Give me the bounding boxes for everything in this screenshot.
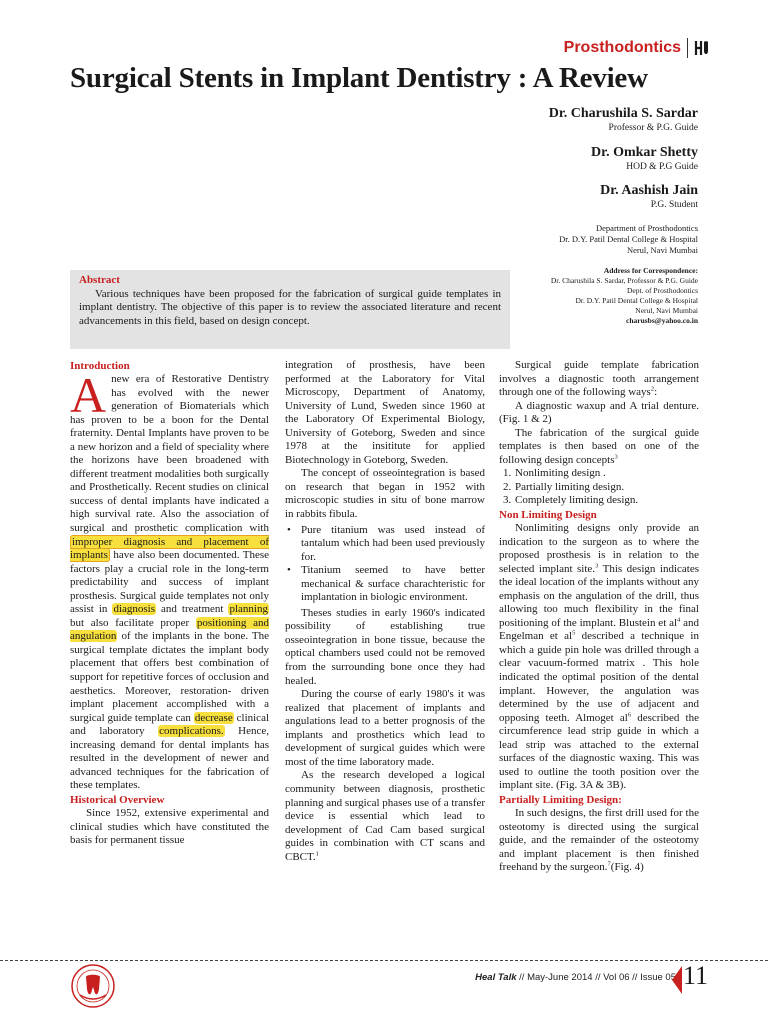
paragraph: Theses studies in early 1960's indicated possibility of establishing true osseointegration in bone tissue, because the optical chambers used could not be removed from the surrounding bone once they had healed.	[285, 606, 485, 687]
correspondence-line: Dept. of Prosthodontics	[626, 286, 698, 295]
affiliation-line: Nerul, Navi Mumbai	[626, 245, 698, 255]
text-run: The fabrication of the surgical guide templates is then based on one of the following design concepts	[499, 426, 699, 466]
list-text: Nonlimiting design .	[515, 467, 606, 480]
journal-name: Heal Talk	[475, 972, 517, 983]
text-run: of the implants in the bone. The surgical template dictates the implant body placement that offers best combination of support for repetitive forces of occlusion and aesthetics. Moreover, restoration- driven implant placement accomplished with a surgical guide template can	[70, 630, 269, 724]
author-name: Dr. Charushila S. Sardar	[548, 106, 698, 121]
text-run: described a technique in which a guide pin hole was drilled through a clear vacuum-formed matrix . This hole indicated the optimal position of the dental implant. However, the angulation was determined by the use of adjacent and opposing teeth. Almoget al	[499, 630, 699, 724]
author-role: P.G. Student	[650, 200, 698, 210]
column-1	[70, 359, 269, 848]
highlight: diagnosis	[113, 603, 155, 616]
paragraph: The concept of osseointegration is based on research that began in 1952 with microscopic studies in situ of bone marrow in rabbits fibula.	[285, 467, 485, 521]
section-tag	[564, 38, 710, 58]
list-number: 2.	[503, 480, 512, 493]
paragraph	[499, 359, 699, 400]
author-1	[549, 106, 698, 133]
citation: 2	[650, 385, 655, 393]
citation: 6	[627, 711, 632, 719]
paragraph	[499, 522, 699, 793]
correspondence-email[interactable]: charusbs@yahoo.co.in	[626, 316, 698, 325]
author-role: HOD & P.G Guide	[626, 162, 698, 172]
non-limiting-design-heading: Non Limiting Design	[499, 509, 597, 522]
paragraph: A diagnostic waxup and A trial denture. (Fig. 1 & 2)	[499, 399, 699, 426]
abstract-text: Various techniques have been proposed for the fabrication of surgical guide templates in implant dentistry. The objective of this paper is to review the associated literature and recent advancements in this field, based on design concept.	[79, 287, 501, 327]
text-run: new era of Restorative Dentistry has evolved with the newer generation of Biomaterials which has proven to be a boon for the Dental fraternity. Dental Implants have proven to be a new horizon and a field of speciality where the horizons have been broadened with different treatment modalities both surgically and Prosthetically. Recent studies on clinical success of dental implants have indicated a high survival rate. Also the association of surgical and prosthetic complication with	[70, 373, 269, 535]
text-run: and treatment	[156, 603, 229, 616]
correspondence	[551, 266, 698, 326]
citation: 5	[572, 629, 576, 637]
affiliation-line: Dr. D.Y. Patil Dental College & Hospital	[559, 234, 698, 244]
list-item: • Pure titanium was used instead of tantalum which had been used previously for.	[285, 524, 485, 565]
affiliation	[559, 223, 698, 256]
history-paragraph: Since 1952, extensive experimental and clinical studies which have constituted the basis for permanent tissue	[70, 806, 269, 847]
text-run: clinical and laboratory	[70, 711, 270, 738]
correspondence-line: Dr. D.Y. Patil Dental College & Hospital	[575, 296, 698, 305]
text-run: As the research developed a logical community between diagnosis, prosthetic planning and surgical phases use of a transfer device is essential which lead to development of Cad Cam based surgical guides in combination with CT scans and CBCT.	[285, 769, 485, 863]
paragraph	[499, 427, 699, 468]
paragraph	[499, 807, 699, 875]
tooth-logo-icon	[694, 39, 710, 57]
text-run: This design indicates the ideal location of the implants without any emphasis on the angulation of the drill, thus allowing too much flexibility in the final positioning of the implant. Blustein et al	[499, 562, 699, 629]
page-marker-icon	[672, 966, 682, 994]
citation: 1	[315, 850, 319, 858]
correspondence-heading: Address for Correspondence:	[603, 266, 698, 275]
text-run: and Engelman et al	[499, 616, 699, 643]
list-number: 3.	[503, 494, 512, 507]
introduction-heading: Introduction	[70, 360, 130, 372]
highlight: improper diagnosis and placement of implants	[70, 535, 269, 562]
highlight: decrease	[194, 711, 233, 724]
list-item	[499, 494, 699, 508]
paragraph: integration of prosthesis, have been performed at the Laboratory for Vital Microscopy, Department of Anatomy, University of Lund, Sweden since 1960 at the Laboratory Of Experimental Biology, University of Goteborg, Sweden and since 1978 at the insititute for applied Biotechnology in Goteborg, Sweden.	[285, 359, 485, 466]
footer-divider	[0, 960, 768, 961]
author-name: Dr. Aashish Jain	[600, 183, 698, 198]
author-2	[591, 145, 698, 172]
paragraph	[285, 769, 485, 864]
list-item	[499, 467, 699, 481]
text-run: have also been documented. These factors play a crucial role in the long-term predictability and success of implant prosthesis. Surgical guide templates not only assist in	[70, 549, 269, 616]
author-role: Professor & P.G. Guide	[608, 123, 698, 133]
citation: 4	[677, 616, 681, 624]
footer-citation	[475, 972, 676, 983]
text-run: Surgical guide template fabrication involves a diagnostic tooth arrangement through one of the following ways	[499, 359, 699, 399]
page-number: 11	[682, 961, 708, 990]
list-text: Partially limiting design.	[515, 480, 625, 493]
text-run: Hence, increasing demand for dental implants has resulted in the development of newer and advanced techniques for the fabrication of these templates.	[70, 725, 269, 792]
section-divider	[687, 38, 688, 58]
historical-overview-heading: Historical Overview	[70, 793, 165, 806]
citation: 3	[595, 562, 599, 569]
intro-paragraph	[70, 367, 270, 793]
abstract-heading: Abstract	[79, 274, 120, 286]
bullet-list	[285, 524, 485, 605]
drop-cap: A	[70, 367, 107, 423]
paragraph: During the course of early 1980's it was realized that placement of implants and angulations lead to a better prognosis of the implants and prosthetics which lead to development of surgical guides which were most of the time laboratory made.	[285, 688, 485, 768]
text-run: In such designs, the first drill used for the osteotomy is directed using the surgical guide, and the remainder of the osteotomy and implant placement is then finished freehand by the surgeon.	[499, 806, 699, 874]
author-3	[600, 183, 698, 210]
numbered-list	[499, 467, 699, 508]
highlight: planning	[229, 603, 268, 616]
text-run: (Fig. 4)	[610, 861, 644, 874]
citation: 7	[607, 860, 611, 868]
citation: 3	[614, 453, 618, 461]
affiliation-line: Department of Prosthodontics	[596, 223, 698, 233]
text-run: :	[654, 386, 658, 399]
column-2	[285, 359, 485, 864]
list-number: 1.	[503, 467, 512, 480]
correspondence-line: Dr. Charushila S. Sardar, Professor & P.G. Guide	[550, 276, 698, 285]
correspondence-line: Nerul, Navi Mumbai	[635, 306, 698, 315]
list-text: Completely limiting design.	[515, 494, 639, 507]
text-run: but also facilitate proper	[70, 616, 196, 629]
journal-seal-icon	[70, 963, 116, 1009]
text-run: Nonlimiting designs only provide an indication to the surgeon as to where the proposed prosthesis is in relation to the selected implant site.	[499, 522, 699, 575]
list-item: • Titanium seemed to have better mechanical & surface charachteristic for implantation in biologic environment.	[285, 564, 485, 605]
page-title: Surgical Stents in Implant Dentistry : A Review	[70, 62, 648, 94]
text-run: described the circumference lead strip guide in which a lead strip was attached to the external surfaces of the diagnostic waxing. This was used to outline the tooth position over the implant site. (Fig. 3A & 3B).	[499, 711, 699, 792]
author-name: Dr. Omkar Shetty	[591, 145, 698, 160]
partially-limiting-design-heading: Partially Limiting Design:	[499, 793, 622, 806]
section-label: Prosthodontics	[563, 39, 681, 56]
highlight: positioning and angulation	[70, 616, 269, 643]
highlight: complications.	[159, 725, 224, 738]
abstract-box	[70, 270, 510, 349]
column-3	[499, 359, 699, 875]
list-item	[499, 481, 699, 495]
issue-info: // May-June 2014 // Vol 06 // Issue 05	[516, 972, 676, 983]
